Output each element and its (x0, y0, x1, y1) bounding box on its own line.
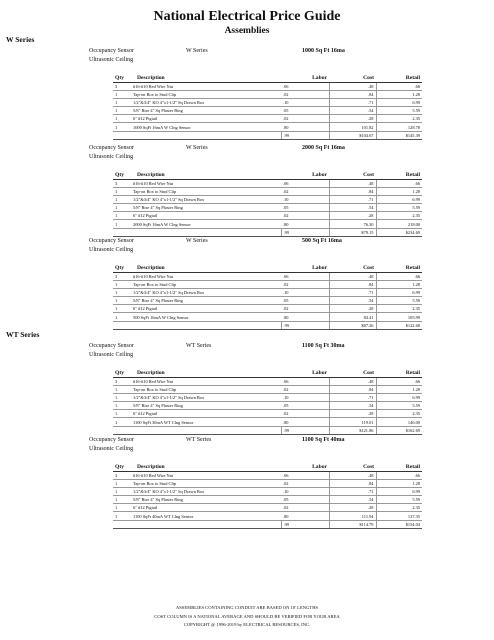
cell-retail: 6.99 (376, 98, 422, 106)
cell-retail: 6.99 (376, 288, 422, 296)
col-qty: Qty (113, 463, 131, 471)
total-row (113, 131, 422, 139)
col-labor: Labor (281, 74, 329, 82)
cell-description: 1/2"&3/4" KO 4"x1-1/2" Sq Drawn Box (131, 195, 281, 203)
assembly-size: 1100 Sq Ft 40ma (302, 437, 345, 443)
cell-labor: .05 (281, 297, 329, 305)
assembly-subtitle: Ultrasonic Ceiling (89, 247, 134, 253)
cell-cost: .84 (329, 479, 376, 487)
cell-labor: .06 (281, 272, 329, 280)
assembly-size: 2000 Sq Ft 16ma (302, 145, 345, 151)
cell-cost: .54 (329, 204, 376, 212)
cell-cost: 84.41 (329, 313, 376, 321)
table-row (113, 187, 422, 195)
footer-line-3: COPYRIGHT @ 1996-2019 by ELECTRICAL RESOURCES, INC. (183, 622, 311, 627)
cell-cost: .71 (329, 98, 376, 106)
cell-qty: 3 (113, 272, 131, 280)
assembly-name: Occupancy Sensor (89, 343, 134, 349)
cell-cost: .28 (329, 504, 376, 512)
col-description: Description (131, 74, 281, 82)
cell-description: 500 SqFt 16mA W Clng Sensor (131, 313, 281, 321)
cell-description: 2000 SqFt 16mA W Clng Sensor (131, 220, 281, 228)
cell-labor: .02 (281, 90, 329, 98)
table-row (113, 98, 422, 106)
table-header-row (113, 74, 422, 82)
cell-labor: .06 (281, 377, 329, 385)
cell-retail: 5.59 (376, 496, 422, 504)
cell-cost: .48 (329, 179, 376, 187)
cell-retail: 2.35 (376, 212, 422, 220)
page-title: National Electrical Price Guide (153, 9, 341, 24)
total-labor: .99 (281, 426, 329, 434)
cell-description: #16-#10 Red Wire Nut (131, 377, 281, 385)
cell-description: Tap-on Box to Stud Clip (131, 90, 281, 98)
cell-qty: 1 (113, 305, 131, 313)
page-subtitle: Assemblies (224, 26, 270, 36)
table-row (113, 272, 422, 280)
cell-qty: 1 (113, 212, 131, 220)
table-row (113, 115, 422, 123)
assembly-series: W Series (186, 238, 208, 244)
assembly-size: 500 Sq Ft 16ma (302, 238, 342, 244)
cell-retail: 1.28 (376, 90, 422, 98)
table-row (113, 297, 422, 305)
table-row (113, 471, 422, 479)
col-labor: Labor (281, 463, 329, 471)
cell-cost: .71 (329, 393, 376, 401)
cell-retail: 218.00 (376, 220, 422, 228)
col-labor: Labor (281, 171, 329, 179)
col-retail: Retail (376, 264, 422, 272)
cell-retail: 6.99 (376, 195, 422, 203)
assembly-table (113, 463, 422, 529)
cell-retail: 6.99 (376, 487, 422, 495)
cell-cost: .28 (329, 115, 376, 123)
assembly-block (0, 145, 494, 237)
cell-labor: .05 (281, 496, 329, 504)
cell-qty: 1 (113, 107, 131, 115)
assembly-subtitle: Ultrasonic Ceiling (89, 352, 134, 358)
cell-retail: 2.35 (376, 305, 422, 313)
cell-retail: 128.78 (376, 123, 422, 131)
total-labor: .99 (281, 228, 329, 236)
cell-labor: .02 (281, 410, 329, 418)
table-row (113, 496, 422, 504)
assembly-block (0, 437, 494, 529)
cell-description: Tap-on Box to Stud Clip (131, 280, 281, 288)
table-header-row (113, 171, 422, 179)
assembly-table (113, 369, 422, 435)
cell-qty: 1 (113, 288, 131, 296)
cell-cost: .84 (329, 280, 376, 288)
cell-description: 1/2"&3/4" KO 4"x1-1/2" Sq Drawn Box (131, 487, 281, 495)
assembly-name: Occupancy Sensor (89, 437, 134, 443)
cell-qty: 1 (113, 418, 131, 426)
cell-cost: .84 (329, 187, 376, 195)
cell-cost: .48 (329, 82, 376, 90)
col-retail: Retail (376, 463, 422, 471)
cell-description: 1/2"&3/4" KO 4"x1-1/2" Sq Drawn Box (131, 288, 281, 296)
col-description: Description (131, 463, 281, 471)
cell-qty: 1 (113, 313, 131, 321)
assembly-table (113, 171, 422, 237)
table-row (113, 385, 422, 393)
assembly-block (0, 48, 494, 140)
assembly-size: 1000 Sq Ft 16ma (302, 48, 345, 54)
cell-qty: 3 (113, 377, 131, 385)
table-row (113, 487, 422, 495)
total-retail: $122.68 (376, 321, 422, 329)
cell-qty: 1 (113, 402, 131, 410)
cell-retail: 2.35 (376, 504, 422, 512)
col-retail: Retail (376, 74, 422, 82)
cell-labor: .80 (281, 418, 329, 426)
cell-retail: 1.28 (376, 385, 422, 393)
total-cost: $87.26 (329, 321, 376, 329)
cell-cost: .54 (329, 297, 376, 305)
cell-retail: 137.35 (376, 512, 422, 520)
table-row (113, 179, 422, 187)
cell-cost: .48 (329, 272, 376, 280)
cell-retail: 5.59 (376, 107, 422, 115)
col-description: Description (131, 171, 281, 179)
cell-description: #16-#10 Red Wire Nut (131, 272, 281, 280)
col-qty: Qty (113, 171, 131, 179)
assembly-name: Occupancy Sensor (89, 48, 134, 54)
table-row (113, 377, 422, 385)
total-cost: $121.86 (329, 426, 376, 434)
cell-description: Tap-on Box to Stud Clip (131, 479, 281, 487)
cell-labor: .80 (281, 220, 329, 228)
cell-retail: 1.28 (376, 479, 422, 487)
cell-description: 1100 SqFt 30mA WT Clng Sensor (131, 418, 281, 426)
col-description: Description (131, 369, 281, 377)
cell-qty: 1 (113, 280, 131, 288)
cell-qty: 1 (113, 504, 131, 512)
cell-description: 6" #12 Pigtail (131, 115, 281, 123)
assembly-series: WT Series (186, 437, 212, 443)
total-row (113, 228, 422, 236)
cell-labor: .02 (281, 212, 329, 220)
cell-description: 6" #12 Pigtail (131, 212, 281, 220)
cell-retail: 5.59 (376, 297, 422, 305)
col-cost: Cost (329, 74, 376, 82)
footer-line-2: COST COLUMN IS A NATIONAL AVERAGE AND SHOULD BE VERIFIED FOR YOUR AREA (154, 614, 340, 619)
cell-retail: 5.59 (376, 204, 422, 212)
cell-labor: .06 (281, 82, 329, 90)
cell-cost: .54 (329, 402, 376, 410)
cell-cost: 111.94 (329, 512, 376, 520)
total-labor: .99 (281, 520, 329, 528)
table-row (113, 123, 422, 131)
cell-labor: .02 (281, 504, 329, 512)
col-cost: Cost (329, 264, 376, 272)
table-row (113, 410, 422, 418)
cell-qty: 1 (113, 385, 131, 393)
col-cost: Cost (329, 463, 376, 471)
cell-retail: .66 (376, 272, 422, 280)
cell-cost: .48 (329, 377, 376, 385)
cell-description: 5/8" Rise 4" Sq Plaster Ring (131, 107, 281, 115)
cell-description: 1000 SqFt 16mA W Clng Sensor (131, 123, 281, 131)
col-qty: Qty (113, 264, 131, 272)
cell-labor: .02 (281, 115, 329, 123)
cell-cost: .71 (329, 288, 376, 296)
cell-qty: 3 (113, 471, 131, 479)
cell-description: 5/8" Rise 4" Sq Plaster Ring (131, 297, 281, 305)
assembly-series: WT Series (186, 343, 212, 349)
total-cost: $104.67 (329, 131, 376, 139)
cell-labor: .02 (281, 305, 329, 313)
cell-labor: .05 (281, 107, 329, 115)
table-row (113, 479, 422, 487)
col-qty: Qty (113, 74, 131, 82)
total-row (113, 321, 422, 329)
cell-labor: .10 (281, 487, 329, 495)
table-row (113, 418, 422, 426)
assembly-name: Occupancy Sensor (89, 145, 134, 151)
cell-description: 5/8" Rise 4" Sq Plaster Ring (131, 402, 281, 410)
table-row (113, 82, 422, 90)
total-retail: $162.69 (376, 426, 422, 434)
table-row (113, 107, 422, 115)
series-heading-w: W Series (6, 35, 35, 44)
cell-description: 5/8" Rise 4" Sq Plaster Ring (131, 204, 281, 212)
assembly-series: W Series (186, 145, 208, 151)
cell-cost: .28 (329, 212, 376, 220)
cell-labor: .10 (281, 393, 329, 401)
cell-labor: .05 (281, 204, 329, 212)
cell-cost: .84 (329, 90, 376, 98)
assembly-header (0, 343, 494, 352)
cell-cost: .28 (329, 305, 376, 313)
cell-labor: .05 (281, 402, 329, 410)
cell-qty: 1 (113, 297, 131, 305)
assembly-series: W Series (186, 48, 208, 54)
total-row (113, 520, 422, 528)
cell-description: 1/2"&3/4" KO 4"x1-1/2" Sq Drawn Box (131, 98, 281, 106)
total-retail: $145.39 (376, 131, 422, 139)
cell-retail: .66 (376, 179, 422, 187)
assembly-name: Occupancy Sensor (89, 238, 134, 244)
assembly-size: 1100 Sq Ft 30ma (302, 343, 345, 349)
footer-line-1: ASSEMBLIES CONTAINING CONDUIT ARE BASED ON 10' LENGTHS (175, 605, 319, 610)
table-row (113, 288, 422, 296)
assembly-table (113, 264, 422, 330)
assembly-header (0, 145, 494, 154)
cell-cost: .84 (329, 385, 376, 393)
cell-retail: 105.99 (376, 313, 422, 321)
cell-description: 1100 SqFt 40mA WT Clng Sensor (131, 512, 281, 520)
cell-qty: 1 (113, 393, 131, 401)
cell-qty: 1 (113, 195, 131, 203)
cell-labor: .10 (281, 288, 329, 296)
assembly-subtitle: Ultrasonic Ceiling (89, 57, 134, 63)
cell-qty: 3 (113, 82, 131, 90)
cell-retail: 5.59 (376, 402, 422, 410)
cell-qty: 1 (113, 123, 131, 131)
cell-cost: 76.30 (329, 220, 376, 228)
cell-cost: 101.82 (329, 123, 376, 131)
col-labor: Labor (281, 369, 329, 377)
total-retail: $154.04 (376, 520, 422, 528)
cell-qty: 1 (113, 479, 131, 487)
cell-qty: 1 (113, 90, 131, 98)
cell-labor: .06 (281, 471, 329, 479)
col-description: Description (131, 264, 281, 272)
cell-qty: 3 (113, 179, 131, 187)
cell-qty: 1 (113, 496, 131, 504)
table-header-row (113, 264, 422, 272)
assembly-subtitle: Ultrasonic Ceiling (89, 446, 134, 452)
cell-description: 6" #12 Pigtail (131, 305, 281, 313)
cell-cost: .48 (329, 471, 376, 479)
cell-retail: 1.28 (376, 280, 422, 288)
total-cost: $114.79 (329, 520, 376, 528)
total-cost: $79.15 (329, 228, 376, 236)
cell-cost: 119.01 (329, 418, 376, 426)
cell-qty: 1 (113, 410, 131, 418)
cell-labor: .10 (281, 195, 329, 203)
cell-qty: 1 (113, 204, 131, 212)
table-row (113, 195, 422, 203)
total-labor: .99 (281, 131, 329, 139)
cell-cost: .54 (329, 107, 376, 115)
col-retail: Retail (376, 369, 422, 377)
cell-cost: .71 (329, 195, 376, 203)
cell-qty: 1 (113, 98, 131, 106)
table-row (113, 90, 422, 98)
table-row (113, 204, 422, 212)
cell-labor: .02 (281, 479, 329, 487)
cell-retail: 6.99 (376, 393, 422, 401)
table-row (113, 512, 422, 520)
cell-retail: .66 (376, 471, 422, 479)
cell-retail: .66 (376, 377, 422, 385)
table-row (113, 280, 422, 288)
cell-cost: .71 (329, 487, 376, 495)
cell-retail: .66 (376, 82, 422, 90)
cell-qty: 1 (113, 115, 131, 123)
cell-qty: 1 (113, 187, 131, 195)
total-retail: $234.69 (376, 228, 422, 236)
total-row (113, 426, 422, 434)
assembly-subtitle: Ultrasonic Ceiling (89, 154, 134, 160)
total-labor: .99 (281, 321, 329, 329)
table-row (113, 305, 422, 313)
cell-description: 1/2"&3/4" KO 4"x1-1/2" Sq Drawn Box (131, 393, 281, 401)
cell-labor: .02 (281, 187, 329, 195)
cell-description: #16-#10 Red Wire Nut (131, 471, 281, 479)
assembly-header (0, 48, 494, 57)
col-retail: Retail (376, 171, 422, 179)
table-row (113, 313, 422, 321)
cell-description: 5/8" Rise 4" Sq Plaster Ring (131, 496, 281, 504)
cell-retail: 146.00 (376, 418, 422, 426)
cell-labor: .80 (281, 512, 329, 520)
assembly-table (113, 74, 422, 140)
table-row (113, 402, 422, 410)
cell-qty: 1 (113, 220, 131, 228)
assembly-header (0, 238, 494, 247)
cell-labor: .80 (281, 123, 329, 131)
cell-labor: .80 (281, 313, 329, 321)
cell-qty: 1 (113, 512, 131, 520)
cell-description: Tap-on Box to Stud Clip (131, 187, 281, 195)
cell-cost: .54 (329, 496, 376, 504)
cell-description: 6" #12 Pigtail (131, 504, 281, 512)
col-qty: Qty (113, 369, 131, 377)
cell-retail: 2.35 (376, 410, 422, 418)
series-heading-wt: WT Series (6, 330, 40, 339)
cell-labor: .10 (281, 98, 329, 106)
col-cost: Cost (329, 369, 376, 377)
cell-qty: 1 (113, 487, 131, 495)
cell-labor: .02 (281, 280, 329, 288)
cell-cost: .28 (329, 410, 376, 418)
table-header-row (113, 369, 422, 377)
table-row (113, 212, 422, 220)
assembly-block (0, 343, 494, 435)
cell-labor: .06 (281, 179, 329, 187)
table-header-row (113, 463, 422, 471)
cell-retail: 2.35 (376, 115, 422, 123)
assembly-block (0, 238, 494, 330)
col-labor: Labor (281, 264, 329, 272)
assembly-header (0, 437, 494, 446)
table-row (113, 220, 422, 228)
cell-retail: 1.28 (376, 187, 422, 195)
table-row (113, 504, 422, 512)
table-row (113, 393, 422, 401)
col-cost: Cost (329, 171, 376, 179)
cell-description: #16-#10 Red Wire Nut (131, 179, 281, 187)
cell-labor: .02 (281, 385, 329, 393)
cell-description: 6" #12 Pigtail (131, 410, 281, 418)
cell-description: #16-#10 Red Wire Nut (131, 82, 281, 90)
cell-description: Tap-on Box to Stud Clip (131, 385, 281, 393)
